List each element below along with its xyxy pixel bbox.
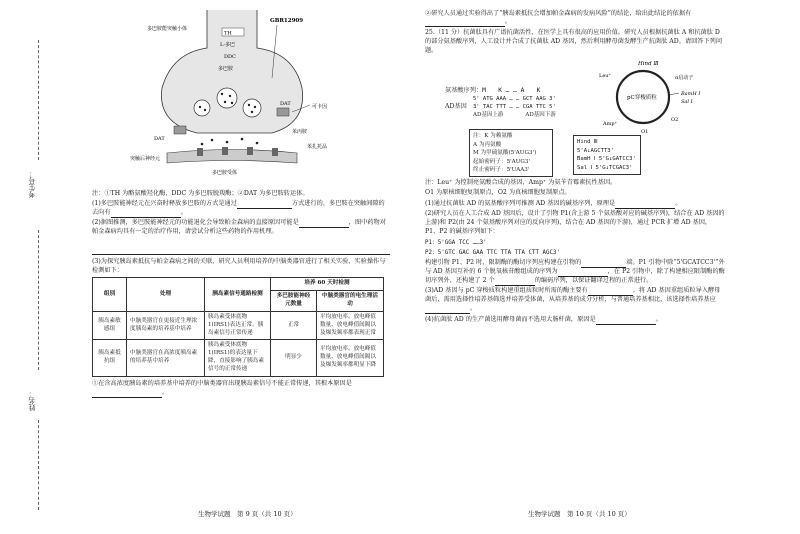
answer-blank[interactable]	[558, 270, 608, 277]
label-th: TH	[224, 30, 232, 37]
question-3-1: ①在含高浓度胰岛素的培养基中培养的中脑类器官出现胰岛素信号不能正常传递，其根本原因是。	[92, 379, 352, 396]
answer-blank[interactable]	[111, 211, 181, 218]
synapse-figure	[112, 8, 362, 188]
answer-line[interactable]	[92, 239, 390, 255]
plasmid-diagram	[593, 57, 723, 135]
plasmid-note: 注：Leu⁺ 为控制亮氨酸合成的基因，Amp⁺ 为氨苄青霉素抗性基因。	[425, 178, 617, 186]
table-row: 胰岛素敏感组 中脑类器官在更接近生理浓度胰岛素的培养基中培养 胰岛素受体底物1(IRS1)表达正常，胰岛素信号正常传递 正常 平均放电率、放电峰值数量、放电峰值间隔以及爆发频率都表现正常	[93, 311, 384, 339]
question-2: (2)据图推测，多巴胺能神经元的功能退化会导致帕金森病的直接原因可能是 ，图中药物对帕金森病均具有一定的治疗作用，请尝试分析这些药物的作用机理。	[92, 219, 386, 236]
plasmid-bam: BamH Ⅰ	[681, 91, 701, 98]
table-header: 组别	[93, 278, 127, 311]
answer-blank[interactable]	[495, 279, 535, 286]
plasmid-o2: O2	[671, 117, 679, 124]
table-header: 培养 60 天时检测	[271, 278, 384, 291]
question-3-2: ②研究人员通过实验得出了“胰岛素抵抗会增加帕金森病的发病风险”的结论，给出此结论的依据有。	[425, 9, 692, 26]
figure-note: 注：①TH 为酪氨酸羟化酶，DDC 为多巴胺脱羧酶；②DAT 为多巴胺转运体。	[92, 189, 309, 197]
plasmid-alpha: α启动子	[675, 75, 694, 82]
label-gbr: GBR12909	[270, 18, 304, 24]
page-9-footer: 生物学试题 第 9 页（共 10 页）	[198, 510, 297, 518]
label-benztropine: 苯扎托品	[307, 144, 328, 150]
answer-blank[interactable]	[615, 202, 675, 209]
label-cocaine: 可卡因	[312, 104, 328, 110]
question-25: 25.（11 分）抗菌肽具有广谱抗菌活性，在医学上具有很高的应用价值。研究人员根据抗菌肽 A 和抗菌肽 D 的部分氨基酸序列，人工设计并合成了抗菌肽 AD 基因，然后利用酵母菌发酵生产抗菌肽 AD。请回答下列问题。	[425, 28, 723, 54]
table-row: 胰岛素抵抗组 中脑类器官在高浓度胰岛素的培养基中培养 胰岛素受体底物1(IRS1)的表达量下降，直接影响了胰岛素信号的正常传递 明显少 平均放电率、放电峰值数量、放电峰值间隔以及爆发频率都明显下降	[93, 340, 384, 376]
plasmid-o1: O1	[641, 129, 649, 136]
figure-area	[425, 57, 725, 177]
answer-blank[interactable]	[425, 20, 505, 27]
plasmid-note-2: O1 为原核细胞复制原点，O2 为真核细胞复制原点。	[425, 189, 571, 197]
answer-blank[interactable]	[425, 307, 470, 314]
name-label: 姓名：	[28, 390, 36, 411]
primer-p1: P1：5'GGA TCC ……3'	[425, 239, 487, 246]
answer-blank[interactable]	[237, 202, 292, 209]
answer-blank[interactable]	[596, 318, 656, 325]
plasmid-amp: Amp⁺	[603, 121, 618, 128]
page-10-footer: 生物学试题 第 10 页（共 10 页）	[528, 510, 631, 518]
answer-blank[interactable]	[588, 289, 633, 296]
experiment-table	[92, 277, 384, 376]
question-25-1: (1)通过抗菌肽 AD 的氨基酸序列可推测 AD 基因的碱基序列，原理是 。	[425, 199, 682, 207]
plasmid-sal: Sal Ⅰ	[681, 99, 693, 106]
plasmid-center-label: pC穿梭质粒	[627, 95, 657, 102]
question-25-2b: 构建引物 P1、P2 时，限制酶的酶切序列应构建在引物的 端。P1 引物中除“5'GCATCC3'”外与 AD 基因互补的 6 个脱氧核苷酸组成的序列为 ，在 P2 引物中，除了构建相应限制酶的酶切序列外，还构建了 2 个 的编码序列，以保证翻译过程的正常进行。	[425, 258, 725, 284]
question-25-3: (3)AD 基因与 pC 穿梭质粒构建重组质粒时所需的酶主要有 。将 AD 基因重组质粒导入酵母菌后，需用选择性培养基筛选并培养受体菌，从培养基的成分分析，与普通培养基相比，该选择性培养基应。	[425, 287, 721, 313]
page-10	[425, 8, 725, 326]
label-ldopa: L-多巴	[220, 42, 236, 48]
question-3: (3)为探究胰岛素抵抗与帕金森病之间的关联，研究人员利用培养的中脑类器官进行了相关实验，实验操作与检测如下：	[92, 257, 386, 274]
label-dat-left: DAT	[154, 136, 165, 142]
table-header: 中脑类器官的电生理活动	[317, 291, 384, 312]
binding-line	[38, 40, 39, 160]
label-amphetamine: 苯丙胺	[292, 129, 308, 135]
label-postsyn: 突触后神经元	[130, 156, 161, 162]
plasmid-leu: Leu⁺	[599, 73, 612, 80]
binding-line	[38, 230, 39, 370]
answer-blank[interactable]	[581, 261, 626, 268]
answer-blank[interactable]	[299, 221, 349, 228]
examinee-no-label: 考生号：	[28, 170, 36, 198]
plasmid-hind: Hind Ⅲ	[638, 61, 659, 68]
page-9	[92, 8, 390, 399]
table-header: 胰岛素信号通路检测	[205, 278, 271, 311]
sequence-block: 氨基酸序列：M K … … A K AD基因 5' ATG AAA … … GCT AAG 3' 3' TAC TTT … … CGA TTC 5' AD基因上游 AD基因下游	[445, 87, 556, 118]
codon-notes: 注：K 为赖氨酸 A 为丙氨酸 M 为甲硫氨酸(5'AUG3') 起始密码子：5'AUG3' 终止密码子：5'UAA3'	[469, 129, 553, 177]
enzyme-sites: Hind Ⅲ 5'A↓AGCTT3' BamH Ⅰ 5'G↓GATCC3' Sal Ⅰ 5'G↓TCGAC3'	[573, 135, 641, 175]
label-ddc: DDC	[224, 54, 236, 60]
label-dat-right: DAT	[280, 101, 291, 107]
table-header: 多巴胺能神经元数量	[271, 291, 317, 312]
question-25-4: (4)抗菌肽 AD 的生产菌选用酵母菌而不选用大肠杆菌，原因是 。	[425, 315, 662, 323]
question-25-2: (2)研究人员在人工合成 AD 基因后，设计了引物 P1(含上游 5 个氨基酸对应的碱基序列)，结合在 AD 基因的上游)和 P2(由 24 个氨基酸序列对应的反向序列)，结合在 AD 基因的下游)，通过 PCR 扩增 AD 基因，P1、P2 的碱基序列如下：	[425, 210, 725, 236]
primer-p2: P2：5'GTC GAC GAA TTC TTA TTA CTT AGC3'	[425, 249, 560, 256]
label-dopamine: 多巴胺	[218, 66, 234, 72]
label-vesicle: 多巴胺能突触小体	[147, 26, 188, 32]
answer-blank[interactable]	[92, 391, 162, 398]
label-receptor: 多巴胺受体	[212, 170, 238, 176]
binding-line	[38, 420, 39, 510]
table-header: 处理	[127, 278, 205, 311]
question-1: (1)多巴胺能神经元在兴奋时释放多巴胺的方式是通过 方式进行的，多巴胺在突触间隙的去向有 。	[92, 199, 385, 216]
